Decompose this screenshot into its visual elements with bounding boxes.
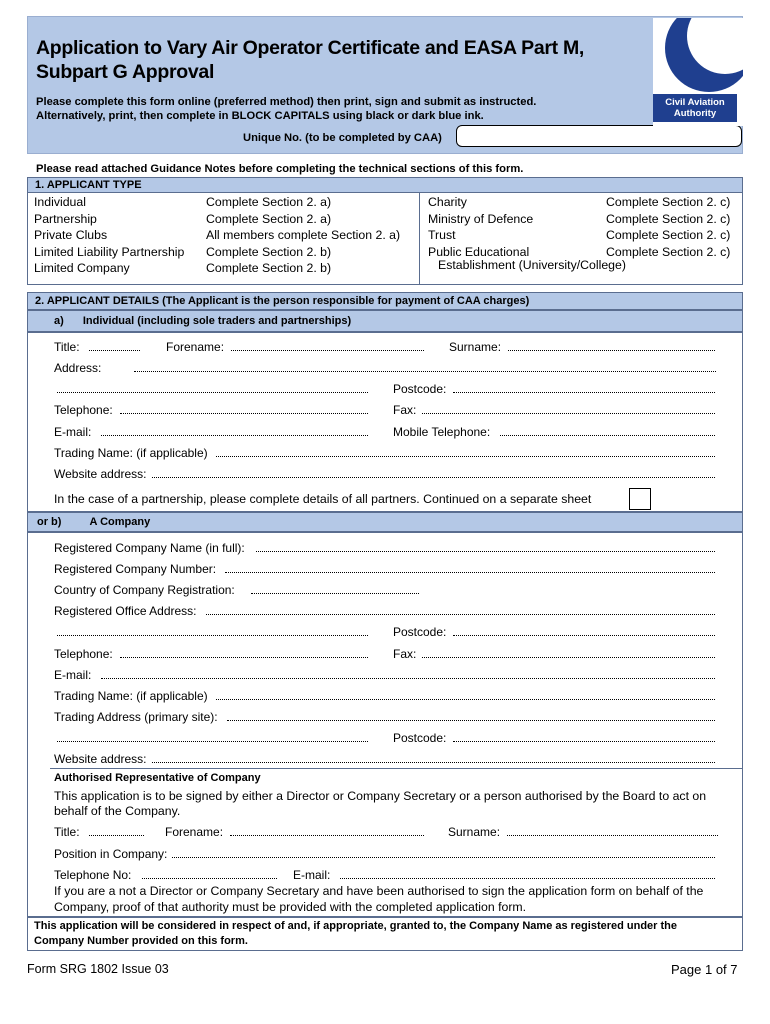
page-title: Application to Vary Air Operator Certificate and EASA Part M, Subpart G Approval [36,37,585,83]
action-public-educational: Complete Section 2. c) [606,245,731,259]
action-trust: Complete Section 2. c) [606,228,731,242]
title-input[interactable] [89,341,140,351]
rep-email-input[interactable] [340,869,715,879]
form-reference: Form SRG 1802 Issue 03 [27,962,169,976]
instructions [36,95,536,123]
unique-number-field[interactable] [456,125,742,147]
not-director-text-1: If you are a not a Director or Company Secretary and have been authorised to sign the application form on behalf of the [54,884,704,898]
trading-postcode-input[interactable] [453,732,715,742]
mobile-input[interactable] [500,426,715,436]
reg-number-label: Registered Company Number: [54,562,217,576]
position-label: Position in Company: [54,847,168,861]
section2b-heading: A Company [89,516,151,528]
email-label: E-mail: [54,425,92,439]
website-input[interactable] [152,468,715,478]
company-trading-name-label: Trading Name: (if applicable) [54,689,208,703]
applicant-type-individual[interactable]: Individual [34,195,86,209]
reg-number-input[interactable] [225,563,715,573]
rep-forename-label: Forename: [165,825,224,839]
applicant-type-public-educational[interactable]: Public Educational [428,245,530,259]
section1-heading: 1. APPLICANT TYPE [27,177,743,193]
rep-surname-label: Surname: [448,825,501,839]
applicant-type-private-clubs[interactable]: Private Clubs [34,228,108,242]
action-private-clubs: All members complete Section 2. a) [206,228,401,242]
company-fax-label: Fax: [393,647,417,661]
logo-line-2: Authority [673,108,717,119]
telephone-input[interactable] [120,404,368,414]
address-input[interactable] [134,362,716,372]
reg-office-input[interactable] [206,605,715,615]
action-partnership: Complete Section 2. a) [206,212,332,226]
applicant-type-llp[interactable]: Limited Liability Partnership [34,245,185,259]
address-label: Address: [54,361,102,375]
country-label: Country of Company Registration: [54,583,235,597]
rep-forename-input[interactable] [230,826,424,836]
company-telephone-label: Telephone: [54,647,113,661]
guidance-note: Please read attached Guidance Notes before completing the technical sections of this form. [36,163,524,175]
mobile-label: Mobile Telephone: [393,425,491,439]
trading-address-label: Trading Address (primary site): [54,710,218,724]
trading-postcode-label: Postcode: [393,731,447,745]
trading-address-line-2-input[interactable] [57,732,368,742]
applicant-type-establishment: Establishment (University/College) [438,258,626,272]
section2a-box [27,332,743,512]
applicant-type-limited-company[interactable]: Limited Company [34,261,130,275]
action-llp: Complete Section 2. b) [206,245,332,259]
instruction-line-1: Please complete this form online (preferred method) then print, sign and submit as instructed. [36,96,537,108]
address-line-2-input[interactable] [57,383,368,393]
country-input[interactable] [251,584,419,594]
company-postcode-input[interactable] [453,626,715,636]
applicant-type-trust[interactable]: Trust [428,228,456,242]
logo-line-1: Civil Aviation [665,97,725,108]
telephone-label: Telephone: [54,403,113,417]
company-email-label: E-mail: [54,668,92,682]
company-fax-input[interactable] [422,648,715,658]
position-input[interactable] [172,848,715,858]
rep-email-label: E-mail: [293,868,331,882]
page-number: Page 1 of 7 [671,962,738,977]
auth-rep-text-1: This application is to be signed by either a Director or Company Secretary or a person authorised by the Board to act on [54,789,707,803]
action-charity: Complete Section 2. c) [606,195,731,209]
action-limited-company: Complete Section 2. b) [206,261,332,275]
reg-office-label: Registered Office Address: [54,604,197,618]
action-individual: Complete Section 2. a) [206,195,332,209]
website-label: Website address: [54,467,147,481]
fax-label: Fax: [393,403,417,417]
rep-title-input[interactable] [89,826,144,836]
reg-name-input[interactable] [256,542,715,552]
consideration-text-2: Company Number provided on this form. [34,935,248,947]
rep-title-label: Title: [54,825,80,839]
section2-heading: 2. APPLICANT DETAILS (The Applicant is the person responsible for payment of CAA charges) [27,292,743,310]
instruction-line-2: Alternatively, print, then complete in BLOCK CAPITALS using black or dark blue ink. [36,110,484,122]
company-email-input[interactable] [101,669,715,679]
applicant-type-charity[interactable]: Charity [428,195,467,209]
forename-input[interactable] [231,341,424,351]
section2a-heading: Individual (including sole traders and partnerships) [82,315,352,327]
action-mod: Complete Section 2. c) [606,212,731,226]
company-postcode-label: Postcode: [393,625,447,639]
section2b-heading-bar [27,512,743,532]
reg-office-line-2-input[interactable] [57,626,368,636]
section2b-label: or b) [37,516,62,528]
applicant-type-partnership[interactable]: Partnership [34,212,97,226]
surname-input[interactable] [508,341,715,351]
trading-name-label: Trading Name: (if applicable) [54,446,208,460]
unique-number-label: Unique No. (to be completed by CAA) [243,132,442,144]
email-input[interactable] [101,426,368,436]
trading-name-input[interactable] [216,447,715,457]
section2a-heading-bar [27,310,743,332]
fax-input[interactable] [422,404,715,414]
reg-name-label: Registered Company Name (in full): [54,541,245,555]
partnership-note: In the case of a partnership, please complete details of all partners. Continued on a separate sheet [54,492,592,506]
rep-telephone-label: Telephone No: [54,868,132,882]
postcode-label: Postcode: [393,382,447,396]
consideration-text-1: This application will be considered in respect of and, if appropriate, granted to, the Company Name as registered under the [34,920,678,932]
surname-label: Surname: [449,340,502,354]
company-website-label: Website address: [54,752,147,766]
rep-telephone-input[interactable] [142,869,277,879]
company-trading-name-input[interactable] [216,690,715,700]
company-website-input[interactable] [152,753,715,763]
not-director-text-2: Company, proof of that authority must be provided with the completed application form. [54,900,527,914]
trading-address-input[interactable] [227,711,715,721]
forename-label: Forename: [166,340,225,354]
applicant-type-mod[interactable]: Ministry of Defence [428,212,534,226]
company-telephone-input[interactable] [120,648,368,658]
separate-sheet-checkbox[interactable] [629,488,651,510]
auth-rep-divider [50,768,743,769]
auth-rep-text-2: behalf of the Company. [54,804,181,818]
section1-divider [419,192,420,285]
section2a-label: a) [54,315,64,327]
title-label: Title: [54,340,80,354]
rep-surname-input[interactable] [507,826,718,836]
postcode-input[interactable] [453,383,715,393]
caa-logo-text [653,94,737,122]
caa-crescent-icon [653,18,743,98]
auth-rep-heading: Authorised Representative of Company [54,772,261,784]
